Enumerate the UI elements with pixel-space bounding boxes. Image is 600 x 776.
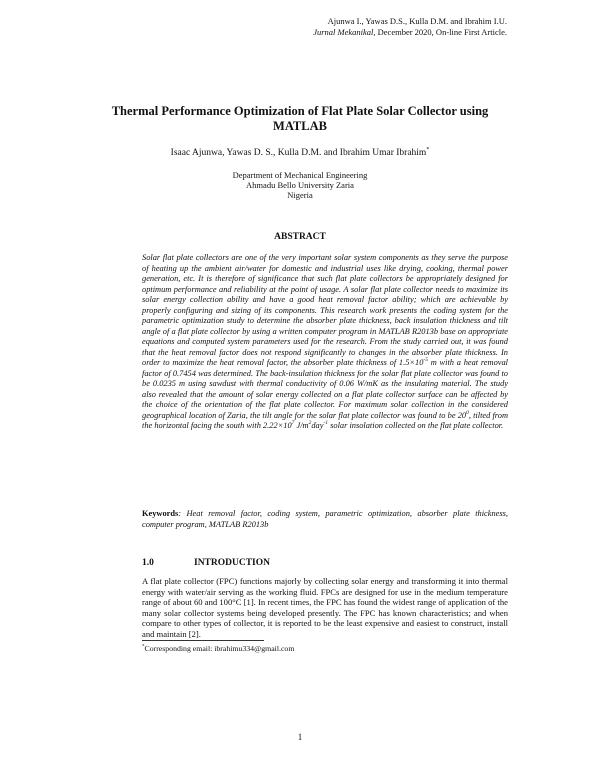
keywords-label: Keywords <box>142 509 179 518</box>
introduction-paragraph: A flat plate collector (FPC) functions majorly by collecting solar energy and transforming it into thermal energy with water/air serving as the working fluid. FPCs are designed for use in the medium temperature range of about 60 and 100°C [1]. In recent times, the FPC has found the widest range of application of the many solar collector systems being developed presently. The FPC has known characteristics; and when compare to other types of collector, it is reported to be the least expensive and easiest to construct, install and maintain [2]. <box>142 576 508 639</box>
affiliation <box>90 170 510 200</box>
corresponding-author-mark: * <box>426 147 430 153</box>
abstract-superscript: -1 <box>323 420 329 427</box>
journal-date: December 2020, On-line First Article. <box>375 26 507 37</box>
page-number: 1 <box>297 732 303 742</box>
abstract-superscript: -5 <box>423 357 428 364</box>
abstract-text-part: day <box>311 421 324 430</box>
affiliation-university: Ahmadu Bello University Zaria <box>246 180 354 190</box>
keywords-text: : Heat removal factor, coding system, parametric optimization, absorber plate thickness, computer program, MATLAB R2013b <box>142 509 508 529</box>
abstract-superscript: 7 <box>291 420 295 427</box>
abstract-text-part: m with a heat removal factor of 0.7454 was determined. The back-insulation thickness for the solar flat plate collector was found to be 0.0235 m using sawdust with thermal conductivity of 0.06 W/mK as the insulating material. The study also revealed that the amount of solar energy collected on a flat plate collector surface can be affected by the choice of the orientation of the flat plate collector. For maximum solar collection in the considered geographical location of Zaria, the tilt angle for the solar flat plate collector was found to be 20 <box>142 358 508 420</box>
footnote-mark: * <box>142 644 145 650</box>
abstract-text-part: solar insolation collected on the flat plate collector. <box>328 421 504 430</box>
abstract-superscript: 0 <box>466 409 469 416</box>
abstract-text-part: , tilted from the horizontal facing the south with 2.22×10 <box>142 410 508 430</box>
running-head-authors: Ajunwa I., Yawas D.S., Kulla D.M. and Ibrahim I.U. <box>327 16 507 26</box>
paper-title: Thermal Performance Optimization of Flat Plate Solar Collector using MATLAB <box>111 104 489 133</box>
author-list <box>90 147 510 158</box>
abstract-superscript: 2 <box>308 420 312 427</box>
abstract-text-part: Solar flat plate collectors are one of the very important solar system components as they serve the purpose of heating up the ambient air/water for domestic and industrial uses like drying, cooking, thermal power generation, etc. It is therefore of significance that such flat plate collectors be appropriately designed for optimum performance and reliability at the point of usage. A solar flat plate collector needs to maximize its solar energy collection ability and have a good heat removal factor ability; which are achievable by properly configuring and sizing of its components. This research work presents the coding system for the parametric optimization study to determine the absorber plate thickness, back insulation thickness and tilt angle of a flat plate collector by using a written computer program in MATLAB R2013b base on appropriate equations and computed system parameters used for the research. From the study carried out, it was found that the heat removal factor does not respond significantly to changes in the absorber plate thickness. In order to maximize the heat removal factor, the absorber plate thickness of 1.5×10 <box>142 253 508 367</box>
journal-name: Jurnal Mekanikal, <box>313 26 376 37</box>
author-names: Isaac Ajunwa, Yawas D. S., Kulla D.M. and Ibrahim Umar Ibrahim <box>170 148 427 159</box>
affiliation-country: Nigeria <box>287 190 313 200</box>
footnote <box>142 644 294 653</box>
running-head <box>313 16 507 37</box>
running-head-journal-line <box>313 27 507 38</box>
affiliation-department: Department of Mechanical Engineering <box>232 170 368 180</box>
abstract-text-part: J/m <box>294 421 309 430</box>
keywords <box>142 509 508 530</box>
section-title: INTRODUCTION <box>194 558 271 568</box>
footnote-divider <box>142 640 264 641</box>
footnote-text: Corresponding email: ibrahimu334@gmail.com <box>144 644 295 653</box>
abstract-heading: ABSTRACT <box>274 232 326 242</box>
abstract-body <box>142 253 508 432</box>
section-heading <box>142 558 270 568</box>
section-number: 1.0 <box>142 558 154 568</box>
